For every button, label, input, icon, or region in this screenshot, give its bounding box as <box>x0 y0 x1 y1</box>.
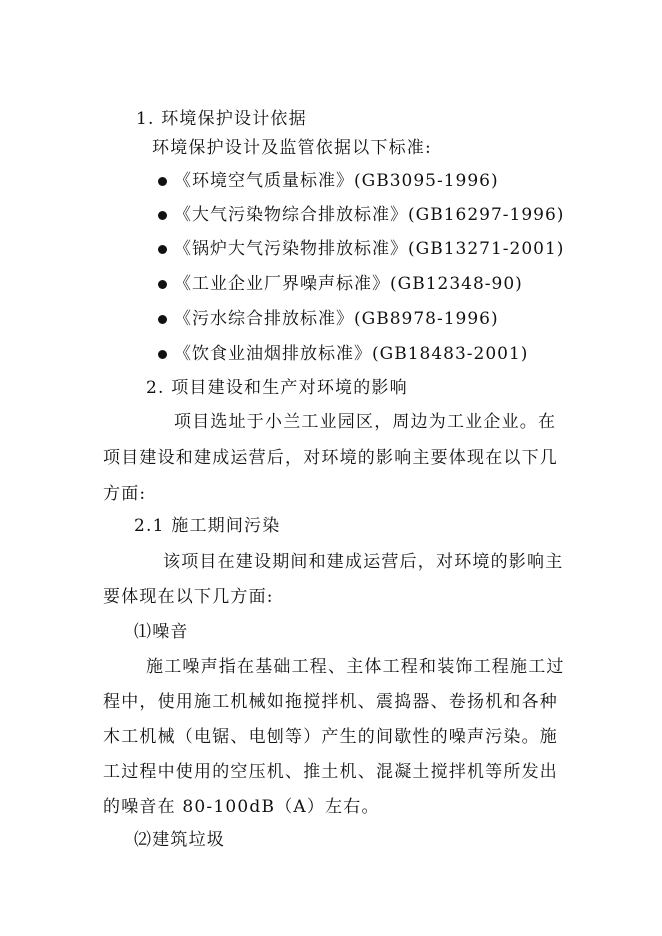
bullet-icon <box>158 177 167 186</box>
bullet-icon <box>158 280 167 289</box>
standard-item: 《环境空气质量标准》(GB3095-1996) <box>174 171 499 191</box>
standard-item: 《污水综合排放标准》(GB8978-1996) <box>174 309 499 329</box>
construction-waste-heading: ⑵建筑垃圾 <box>134 830 225 850</box>
bullet-icon <box>158 315 167 324</box>
section-2-1-heading: 2.1 施工期间污染 <box>134 516 281 536</box>
standard-item: 《大气污染物综合排放标准》(GB16297-1996) <box>174 205 565 225</box>
section-1-intro: 环境保护设计及监管依据以下标准: <box>152 138 432 158</box>
bullet-icon <box>158 350 167 359</box>
paragraph-line: 要体现在以下几方面: <box>103 587 274 607</box>
noise-heading: ⑴噪音 <box>134 622 189 642</box>
standard-item: 《饮食业油烟排放标准》(GB18483-2001) <box>174 344 529 364</box>
paragraph-line: 工过程中使用的空压机、推土机、混凝土搅拌机等所发出 <box>103 762 558 782</box>
paragraph-line: 木工机械（电锯、电刨等）产生的间歇性的噪声污染。施 <box>103 727 558 747</box>
standard-item: 《锅炉大气污染物排放标准》(GB13271-2001) <box>174 239 565 259</box>
paragraph-line: 该项目在建设期间和建成运营后，对环境的影响主 <box>163 552 564 572</box>
paragraph-line: 施工噪声指在基础工程、主体工程和装饰工程施工过 <box>146 657 565 677</box>
section-1-heading: 1. 环境保护设计依据 <box>136 109 307 129</box>
bullet-icon <box>158 245 167 254</box>
standard-item: 《工业企业厂界噪声标准》(GB12348-90) <box>174 274 523 294</box>
paragraph-line: 方面: <box>103 484 147 504</box>
paragraph-line: 的噪音在 80-100dB（A）左右。 <box>103 797 380 817</box>
section-2-heading: 2. 项目建设和生产对环境的影响 <box>146 378 408 398</box>
paragraph-line: 项目选址于小兰工业园区，周边为工业企业。在 <box>174 412 557 432</box>
paragraph-line: 程中，使用施工机械如拖搅拌机、震捣器、卷扬机和各种 <box>103 692 558 712</box>
paragraph-line: 项目建设和建成运营后，对环境的影响主要体现在以下几 <box>103 448 558 468</box>
bullet-icon <box>158 211 167 220</box>
